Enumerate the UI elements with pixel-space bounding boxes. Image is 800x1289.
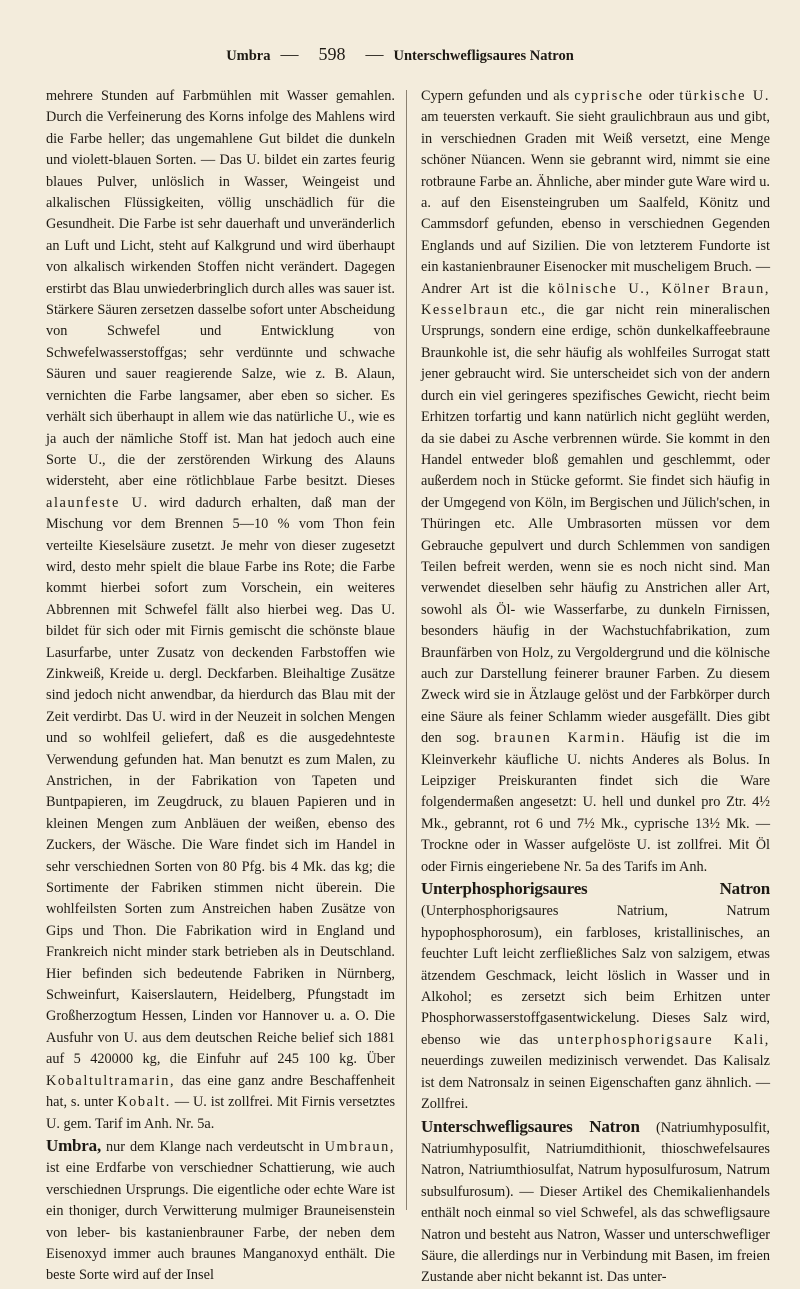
entry-heading-umbra: Umbra, — [46, 1135, 101, 1155]
spaced-term: Umbraun, — [324, 1138, 395, 1155]
ultramarin-continuation: mehrere Stunden auf Farbmühlen mit Wasser gemahlen. Durch die Verfeinerung des Korns infolge des Mahlens wird die Farbe heller; das ungemahlene Gut bildet die dunkeln und violett-blauen Sorten. — Das U. bildet ein zartes feurig blaues Pulver, unlöslich in Wasser, Weingeist und alkalischen Flüssigkeiten, völlig unschädlich für die Gesundheit. Die Farbe ist sehr dauerhaft und unveränderlich an Luft und Licht, steht auf Kalkgrund und wird überhaupt von alkalisch wirkenden Stoffen nicht verändert. Dagegen erstirbt das Blau unwiederbringlich durch alles was sauer ist. Stärkere Säuren zersetzen dasselbe sofort unter Abscheidung von Schwefel und Entwicklung von Schwefelwasserstoffgas; sehr verdünnte und schwache Säuren und sauer reagierende Salze, wie z. B. Alaun, vernichten die Farbe langsamer, aber eben so sicher. Es verhält sich überhaupt in allem wie das natürliche U., wie es ja auch der nämliche Stoff ist. Man hat jedoch auch eine Sorte U., die der zerstörenden Wirkung des Alauns widersteht, aber eine rötlichblaue Farbe besitzt. Dieses alaunfeste U. wird dadurch erhalten, daß man der Mischung vor dem Brennen 5—10 % vom Thon fein verteilte Kieselsäure zusetzt. Je mehr von dieser zugesetzt wird, desto mehr spielt die blaue Farbe ins Rote; die Farbe kommt hierbei sofort zum Vorschein, ein weiteres Abbrennen mit Schwefel fällt also hierbei weg. Das U. bildet für sich oder mit Firnis gemischt die schönste blaue Lasurfarbe, unter Zusatz von deckenden Farbstoffen wie Zinkweiß, Kreide u. dergl. Deckfarben. Bleihaltige Zusätze sind jedoch nicht anwendbar, da hierdurch das Blau mit der Zeit verdirbt. Das U. wird in der Neuzeit in solchen Mengen und so wohlfeil geliefert, daß es die ausgedehnteste Verwendung gefunden hat. Man benutzt es zum Malen, zu Anstrichen, in der Fabrikation von Tapeten und Buntpapieren, im Zeugdruck, zu blauen Papieren und in kleinen Mengen zum Anbläuen der weißen, ebenso des Zuckers, der Wäsche. Die Ware findet sich im Handel in sehr verschiednen Sorten von 80 Pfg. bis 4 Mk. das kg; die Sortimente der Fabriken stimmen nicht überein. Die wohlfeilsten Sorten zum Anstreichen haben Zusätze von Gips und Thon. Die Fabrikation wird in England und Frankreich nicht minder stark betrieben als in Deutschland. Hier befinden sich bedeutende Fabriken in Nürnberg, Schweinfurt, Kaiserslautern, Heidelberg, Pfungstadt im Großherzogtum Hessen, Linden vor Hannover u. a. O. Die Ausfuhr von U. aus dem deutschen Reiche belief sich 1881 auf 5 420000 kg, die Einfuhr auf 245 100 kg. Über Kobaltultramarin, das eine ganz andre Beschaffenheit hat, s. unter Kobalt. — U. ist zollfrei. Mit Firnis versetztes U. gem. Tarif im Anh. Nr. 5a. — [46, 88, 396, 1132]
entry-unterphosphorigsaures-natron: Unterphosphorigsaures Natron (Unterphosphorigsaures Natrium, Natrum hypophosphorosum), ein farbloses, kristallinisches, an feuchter Luft leicht zerfließliches Salz von salzigem, etwas ätzendem Geschmack, leicht löslich in Wasser und in Alkohol; es zersetzt sich beim Erhitzen unter Phosphorwasserstoffgasentwickelung. Dieses Salz wird, ebenso wie das unterphosphorigsaure Kali, neuerdings zuweilen medizinisch verwendet. Das Kalisalz ist dem Natronsalz in seinen Eigenschaften ganz ähnlich. — Zollfrei. — [421, 879, 770, 1113]
spaced-term: alaunfeste U. — [46, 494, 149, 511]
entry-heading-unterphosphorigsaures: Unterphosphorigsaures Natron — [421, 879, 770, 899]
spaced-term: Kobalt. — [117, 1094, 171, 1111]
spaced-term: unterphosphorigsaure Kali, — [557, 1031, 770, 1048]
column-divider — [406, 90, 407, 1210]
entry-umbra: Umbra, nur dem Klange nach verdeutscht in Umbraun, ist eine Erdfarbe von verschiedner Schattierung, wie auch verschiednen Ursprungs. Die eigentliche oder echte Ware ist ein thoniger, durch Verwitterung mulmiger Brauneisenstein von leber- bis kastanienbrauner Farbe, der neben dem Eisenoxyd immer auch braunes Manganoxyd enthält. Die beste Sorte wird auf der Insel — [46, 1135, 395, 1284]
spaced-term: Kobaltultramarin, — [46, 1072, 176, 1089]
running-header — [200, 44, 600, 68]
page-number: 598 — [318, 44, 346, 64]
entry-heading-unterschwefligsaures: Unterschwefligsaures Natron — [421, 1116, 640, 1136]
header-right-word: Unterschwefligsaures Natron — [393, 48, 574, 64]
entry-unterschwefligsaures-natron: Unterschwefligsaures Natron (Natriumhyposulfit, Natriumhyposulfit, Natriumdithionit, thioschwefelsaures Natron, Natriumthiosulfat, Natrum hyposulfurosum, Natrum subsulfurosum). — Dieser Artikel des Chemikalienhandels enthält noch einmal so viel Schwefel, als das schwefligsaure Natron und besteht aus Natron, Wasser und unterschwefliger Säure, die allerdings nur in Verbindung mit Basen, im freien Zustande aber nicht bekannt ist. Das unter- — [421, 1116, 770, 1286]
header-dash-right: — — [365, 44, 384, 64]
percent-sign: % — [277, 516, 290, 533]
spaced-term: braunen Karmin. — [494, 730, 627, 747]
spaced-term: kölnische U., Kölner Braun, Kesselbraun — [421, 280, 770, 319]
header-left-word: Umbra — [226, 48, 271, 64]
umbra-continuation: Cypern gefunden und als cyprische oder türkische U. am teuersten verkauft. Sie sieht graulichbraun aus und gibt, in verschiednen Graden mit Weiß versetzt, eine Menge schöner Nüancen. Wenn sie gebrannt wird, nimmt sie eine rotbraune Farbe an. Ähnliche, aber minder gute Ware wird u. a. auf den Eisensteingruben um Saalfeld, Könitz und Cammsdorf gefunden, ebenso in verschiednen Gegenden Englands und auf Sizilien. Die von letzterem Fundorte ist ein kastanienbrauner Eisenocker mit muscheligem Bruch. — Andrer Art ist die kölnische U., Kölner Braun, Kesselbraun etc., die gar nicht rein mineralischen Ursprungs, sondern eine erdige, schön dunkelkaffeebraune Braunkohle ist, die sehr häufig als wohlfeiles Surrogat statt jener gebraucht wird. Sie unterscheidet sich von der andern durch ein viel geringeres spezifisches Gewicht, riecht beim Erhitzen torfartig und kann natürlich nicht geglüht werden, da sie dabei zu Asche verbrennen würde. Sie kommt in den Handel entweder bloß gemahlen und geschlemmt, oder außerdem noch in Stücke geformt. Sie findet sich häufig in der Umgegend von Köln, im Bergischen und Jülich'schen, in Thüringen etc. Alle Umbrasorten müssen vor dem Gebrauche gepulvert und durch Schlemmen von sandigen Teilen befreit werden, wenn sie es noch nicht sind. Man verwendet dieselben sehr häufig zu Anstrichen aller Art, sowohl als Öl- wie Wasserfarbe, zu dunkeln Firnissen, besonders häufig in der Wachstuchfabrikation, zum Braunfärben von Holz, zu Vergoldergrund und die kölnische auch zur Darstellung feinerer brauner Farben. Zu diesem Zweck wird sie in Ätzlauge gelöst und der Farbkörper durch eine Säure als feiner Schlamm wieder ausgefällt. Dies gibt den sog. braunen Karmin. Häufig ist die im Kleinverkehr käufliche U. nichts Anderes als Bolus. In Leipziger Preiskuranten findet sich die Ware folgendermaßen angesetzt: U. hell und dunkel pro Ztr. 4½ Mk., gebrannt, rot 6 und 7½ Mk., cyprische 13½ Mk. — Trockne oder in Wasser aufgelöste U. ist zollfrei. Mit Öl oder Firnis eingeriebene Nr. 5a des Tarifs im Anh. — [421, 88, 771, 875]
right-column — [421, 86, 770, 1289]
spaced-term: türkische U. — [679, 88, 770, 104]
spaced-term: cyprische — [574, 88, 644, 104]
header-dash-left: — — [280, 44, 299, 64]
left-column — [46, 86, 395, 1287]
